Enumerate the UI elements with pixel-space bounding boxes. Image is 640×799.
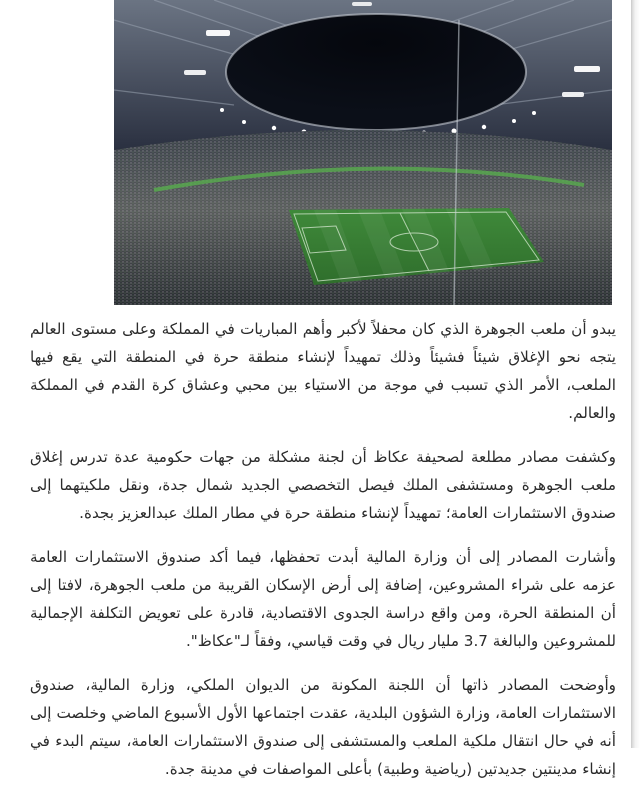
article-paragraph-4: وأوضحت المصادر ذاتها أن اللجنة المكونة من الديوان الملكي، وزارة المالية، صندوق الاستثمارات العامة، وزارة الشؤون البلدية، عقدت اجتماعها الأول الأسبوع الماضي وخلصت إلى أنه في حال انتقال ملكية الملعب والمستشفى إلى صندوق الاستثمارات العامة، سيتم البدء في إنشاء مدينتين جديدتين (رياضية وطبية) بأعلى المواصفات في مدينة جدة. (30, 676, 616, 778)
stadium-illustration (114, 0, 612, 305)
article-paragraph-2: وكشفت مصادر مطلعة لصحيفة عكاظ أن لجنة مشكلة من جهات حكومية عدة تدرس إغلاق ملعب الجوهرة ومستشفى الملك فيصل التخصصي الجديد شمال جدة، ونقل ملكيتهما إلى صندوق الاستثمارات العامة؛ تمهيداً لإنشاء منطقة حرة في مطار الملك عبدالعزيز بجدة. (30, 448, 616, 522)
article-paragraph-1: يبدو أن ملعب الجوهرة الذي كان محفلاً لأكبر وأهم المباريات في المملكة وعلى مستوى العالم يتجه نحو الإغلاق شيئاً فشيئاً وذلك تمهيداً لإنشاء منطقة حرة في المنطقة التي يقع فيها الملعب، الأمر الذي تسبب في موجة من الاستياء بين محبي وعشاق كرة القدم في المملكة والعالم. (30, 320, 616, 422)
stadium-photo (114, 0, 612, 305)
article-paragraph-3: وأشارت المصادر إلى أن وزارة المالية أبدت تحفظها، فيما أكد صندوق الاستثمارات العامة عزمه على شراء المشروعين، إضافة إلى أرض الإسكان القريبة من ملعب الجوهرة، لافتا إلى أن المنطقة الحرة، ومن واقع دراسة الجدوى الاقتصادية، قادرة على تعويض التكلفة الإجمالية للمشروعين والبالغة 3.7 مليار ريال في وقت قياسي، وفقاً لـ"عكاظ". (30, 548, 616, 650)
page-edge-shadow (631, 0, 640, 748)
article-body (30, 315, 616, 799)
